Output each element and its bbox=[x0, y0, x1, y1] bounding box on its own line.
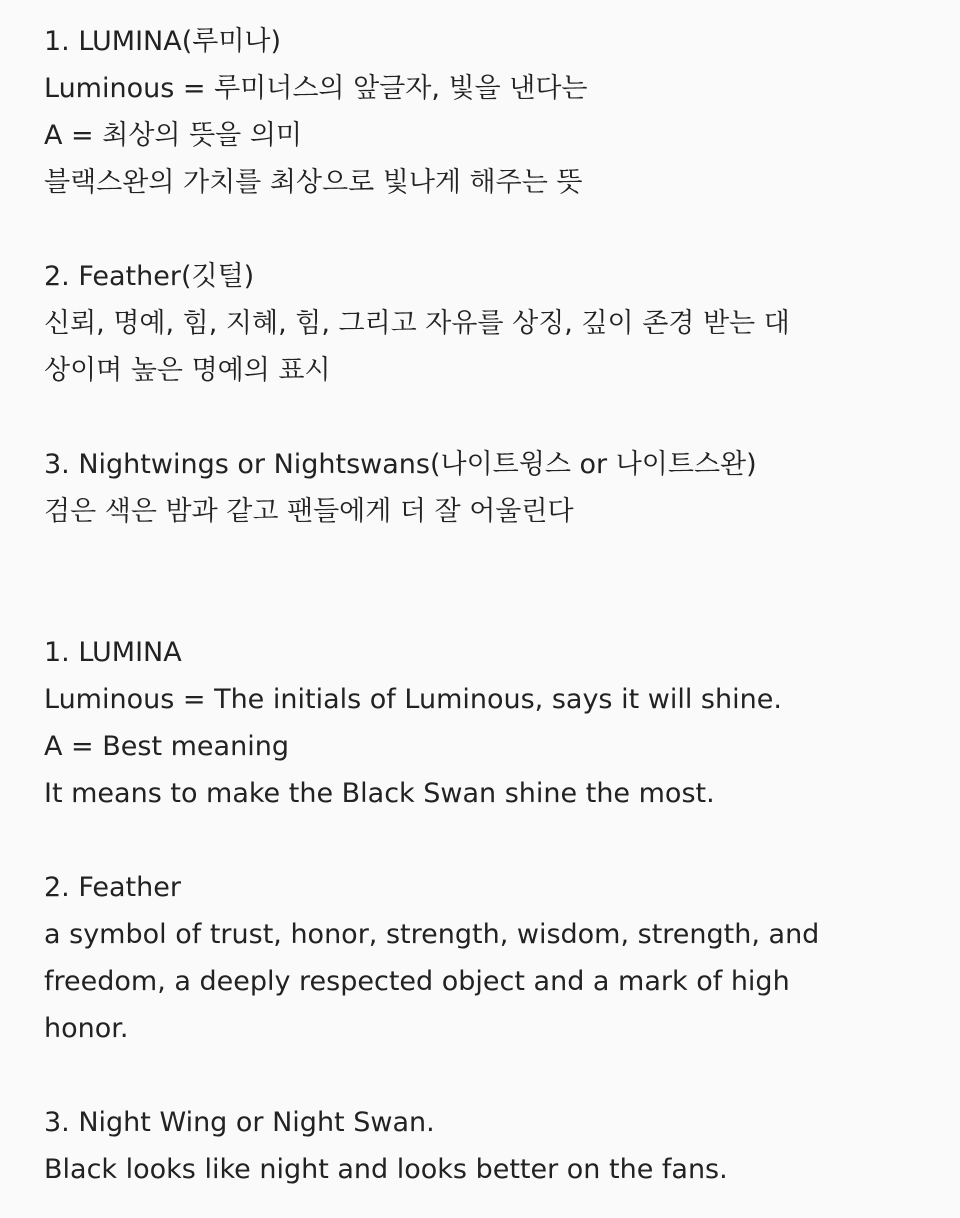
en-lumina-title: 1. LUMINA bbox=[44, 637, 182, 668]
ko-lumina-line-1: Luminous = 루미너스의 앞글자, 빛을 낸다는 bbox=[44, 73, 588, 104]
ko-feather-line-2: 상이며 높은 명예의 표시 bbox=[44, 355, 331, 386]
section-spacer bbox=[44, 535, 940, 629]
spacer bbox=[44, 394, 940, 441]
ko-lumina-line-2: A = 최상의 뜻을 의미 bbox=[44, 120, 302, 151]
en-feather-line-1: a symbol of trust, honor, strength, wisdom, strength, and bbox=[44, 919, 820, 950]
en-lumina-line-2: A = Best meaning bbox=[44, 731, 289, 762]
english-section bbox=[44, 629, 940, 1193]
en-feather-line-2: freedom, a deeply respected object and a mark of high bbox=[44, 966, 790, 997]
spacer bbox=[44, 1052, 940, 1099]
korean-section bbox=[44, 18, 940, 535]
ko-feather-title: 2. Feather(깃털) bbox=[44, 261, 255, 292]
spacer bbox=[44, 817, 940, 864]
en-feather-line-3: honor. bbox=[44, 1013, 129, 1044]
en-lumina-line-3: It means to make the Black Swan shine the most. bbox=[44, 778, 715, 809]
ko-night-line-1: 검은 색은 밤과 같고 팬들에게 더 잘 어울린다 bbox=[44, 496, 574, 527]
ko-lumina-line-3: 블랙스완의 가치를 최상으로 빛나게 해주는 뜻 bbox=[44, 167, 583, 198]
spacer bbox=[44, 206, 940, 253]
ko-lumina-title: 1. LUMINA(루미나) bbox=[44, 26, 282, 57]
en-night-title: 3. Night Wing or Night Swan. bbox=[44, 1107, 435, 1138]
ko-feather-line-1: 신뢰, 명예, 힘, 지혜, 힘, 그리고 자유를 상징, 깊이 존경 받는 대 bbox=[44, 308, 790, 339]
en-night-line-1: Black looks like night and looks better on the fans. bbox=[44, 1154, 728, 1185]
ko-night-title: 3. Nightwings or Nightswans(나이트윙스 or 나이트스완) bbox=[44, 449, 757, 480]
en-feather-title: 2. Feather bbox=[44, 872, 181, 903]
en-lumina-line-1: Luminous = The initials of Luminous, says it will shine. bbox=[44, 684, 782, 715]
